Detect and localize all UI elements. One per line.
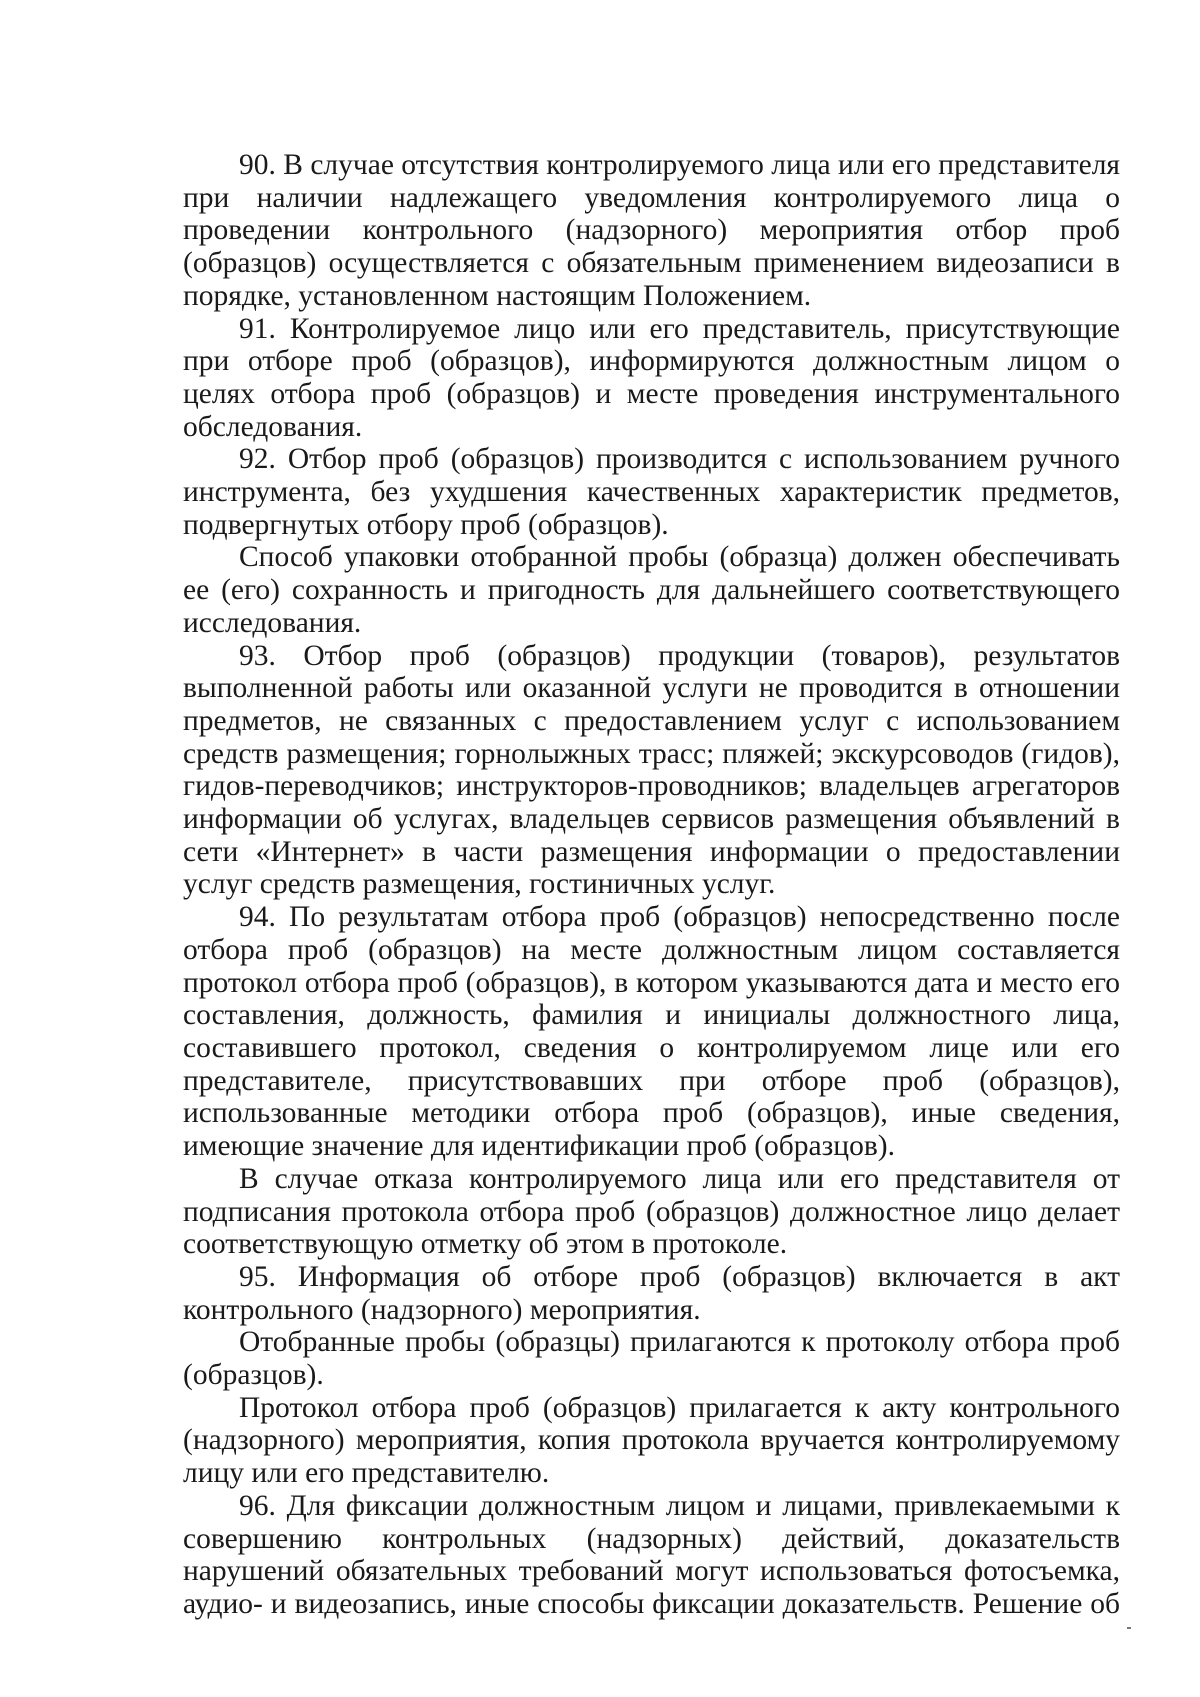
paragraph-94: 94. По результатам отбора проб (образцов) непосредственно после отбора проб (образцов) на месте должностным лицом составляется протокол отбора проб (образцов), в котором указываются дата и место его составления, должность, фамилия и инициалы должностного лица, составившего протокол, сведения о контролируемом лице или его представителе, присутствовавших при отборе проб (образцов), использованные методики отбора проб (образцов), иные сведения, имеющие значение для идентификации проб (образцов). xyxy=(183,901,1120,1163)
paragraph-95-samples: Отобранные пробы (образцы) прилагаются к протоколу отбора проб (образцов). xyxy=(183,1326,1120,1392)
paragraph-95-protocol: Протокол отбора проб (образцов) прилагается к акту контрольного (надзорного) мероприятия, копия протокола вручается контролируемому лицу или его представителю. xyxy=(183,1391,1120,1490)
paragraph-90: 90. В случае отсутствия контролируемого лица или его представителя при наличии надлежащего уведомления контролируемого лица о проведении контрольного (надзорного) мероприятия отбор проб (образцов) осуществляется с обязательным применением видеозаписи в порядке, установленном настоящим Положением. xyxy=(183,149,1120,312)
document-body xyxy=(183,149,1120,1621)
paragraph-95: 95. Информация об отборе проб (образцов) включается в акт контрольного (надзорного) мероприятия. xyxy=(183,1260,1120,1326)
paragraph-92: 92. Отбор проб (образцов) производится с использованием ручного инструмента, без ухудшения качественных характеристик предметов, подвергнутых отбору проб (образцов). xyxy=(183,443,1120,541)
paragraph-96: 96. Для фиксации должностным лицом и лицами, привлекаемыми к совершению контрольных (надзорных) действий, доказательств нарушений обязательных требований могут использоваться фотосъемка, аудио- и видеозапись, иные способы фиксации доказательств. Решение об xyxy=(183,1489,1120,1620)
paragraph-91: 91. Контролируемое лицо или его представитель, присутствующие при отборе проб (образцов), информируются должностным лицом о целях отбора проб (образцов) и месте проведения инструментального обследования. xyxy=(183,312,1120,443)
paragraph-93: 93. Отбор проб (образцов) продукции (товаров), результатов выполненной работы или оказанной услуги не проводится в отношении предметов, не связанных с предоставлением услуг с использованием средств размещения; горнолыжных трасс; пляжей; экскурсоводов (гидов), гидов-переводчиков; инструкторов-проводников; владельцев агрегаторов информации об услугах, владельцев сервисов размещения объявлений в сети «Интернет» в части размещения информации о предоставлении услуг средств размещения, гостиничных услуг. xyxy=(183,639,1120,901)
paragraph-92-packaging: Способ упаковки отобранной пробы (образца) должен обеспечивать ее (его) сохранность и пригодность для дальнейшего соответствующего исследования. xyxy=(183,541,1120,639)
scan-speck xyxy=(1127,1627,1131,1629)
paragraph-94-refusal: В случае отказа контролируемого лица или его представителя от подписания протокола отбора проб (образцов) должностное лицо делает соответствующую отметку об этом в протоколе. xyxy=(183,1162,1120,1261)
